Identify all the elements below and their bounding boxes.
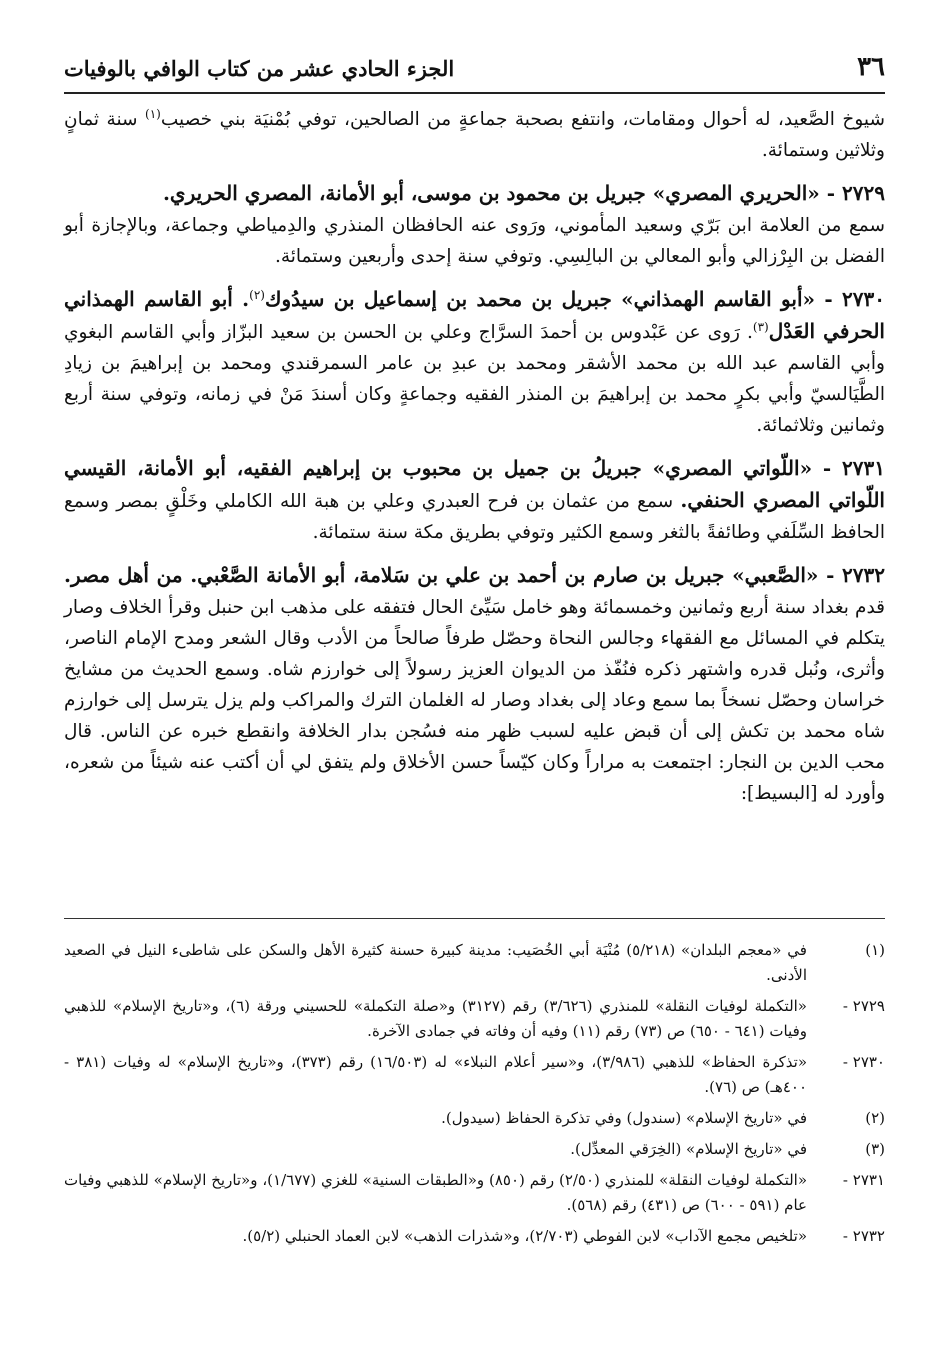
footnote-text: في «معجم البلدان» (٥/٢١٨) مُنْيَة أبي الخُصَيب: مدينة كبيرة حسنة كثيرة الأهل والسكن على شاطىء النيل في الصعيد الأدنى. — [64, 941, 807, 984]
entry-body: قدم بغداد سنة أربع وثمانين وخمسمائة وهو خامل سَيِّئ الحال فتفقه على مذهب ابن حنبل وقرأ الخلاف وصار يتكلم في المسائل مع الفقهاء وجالس النحاة وحصّل طرفاً صالحاً من الأدب وقال الشعر ومدح الإمام الناصر، وأثرى، ونُبل قدره واشتهر ذكره فنُفّذ من الديوان العزيز رسولاً إلى خوارزم شاه. وسمع الحديث من مشايخ خراسان وحصّل نسخاً بما سمع وعاد إلى بغداد وصار له الغلمان الترك والمراكب ولم يزل يترسل إلى خوارزم شاه محمد بن تكش إلى أن قبض عليه لسبب ظهر منه فسُجن بدار الخلافة وانقطع خبره عن الناس. قال محب الدين بن النجار: اجتمعت به مراراً وكان كيّساً حسن الأخلاق ولم يتفق لي أن أكتب عنه شيئاً من شعره، وأورد له [البسيط]: — [64, 597, 885, 804]
footnote — [64, 1106, 885, 1131]
footnote-text: «تذكرة الحفاظ» للذهبي (٣/٩٨٦)، و«سير أعلام النبلاء» له (١٦/٥٠٣) رقم (٣٧٣)، و«تاريخ الإسلام» له وفيات (٣٨١ - ٤٠٠هـ) ص (٧٦). — [64, 1053, 807, 1096]
entry-heading: ٢٧٣٠ - «أبو القاسم الهمذاني» جبريل بن محمد بن إسماعيل بن سيدُوك — [264, 287, 885, 311]
entry-heading: ٢٧٣١ - «اللّواتي المصري» جبريلُ بن جميل بن محبوب بن إبراهيم الفقيه، أبو الأمانة، القيسي اللّواتي المصري الحنفي. — [64, 456, 885, 512]
footnote-text: في «تاريخ الإسلام» (الخِرَقي المعدِّل). — [570, 1140, 807, 1158]
text-line: سنة ثمانٍ وثلاثين وستمائة. — [64, 109, 885, 161]
footnote-mark: ٢٧٣٠ - — [842, 1053, 885, 1071]
footnote-ref: (٢) — [249, 287, 265, 302]
footnote-separator — [64, 918, 885, 919]
text-line: خصيب — [160, 109, 213, 130]
entry-2729 — [64, 178, 885, 272]
footnote — [64, 1050, 885, 1100]
footnote-mark: (٢) — [865, 1109, 885, 1127]
running-title: الجزء الحادي عشر من كتاب الوافي بالوفيات — [64, 56, 455, 81]
entry-heading: ٢٧٢٩ - «الحريري المصري» جبريل بن محمود بن موسى، أبو الأمانة، المصري الحريري. — [162, 181, 885, 205]
entry-body: سمع من العلامة ابن بَرّي وسعيد المأموني، ورَوى عنه الحافظان المنذري والدِمياطي وجماعة، وبالإجازة أبو الفضل بن البِرْزالي وأبو المعالي بن البالِسِي. وتوفي سنة إحدى وأربعين وستمائة. — [64, 215, 885, 267]
entry-heading: ٢٧٣٢ - «الصَّعبي» جبريل بن صارم بن أحمد بن علي بن سَلامة، أبو الأمانة الصَّعْبي. من أهل مصر. — [64, 563, 885, 587]
footnote-mark: (١) — [865, 941, 885, 959]
footnote-mark: ٢٧٣٢ - — [842, 1227, 885, 1245]
continued-paragraph — [64, 104, 885, 166]
footnote — [64, 1137, 885, 1162]
entry-body: سمع من عثمان بن فرح العبدري وعلي بن هبة الله الكاملي وخَلْقٍ بمصر وسمع الحافظ السِّلَفي وطائفةً بالثغر وسمع الكثير وتوفي بطريق مكة سنة ستمائة. — [64, 491, 885, 543]
footnote-mark: (٣) — [865, 1140, 885, 1158]
footnote — [64, 1168, 885, 1218]
text-line: شيوخ الصَّعيد، له أحوال ومقامات، وانتفع بصحبة جماعةٍ من الصالحين، توفي بُمْنيَة بني — [219, 109, 885, 130]
footnote-ref: (١) — [145, 106, 161, 121]
entry-2730 — [64, 284, 885, 441]
footnote-ref: (٣) — [752, 319, 769, 334]
footnote — [64, 994, 885, 1044]
footnote — [64, 1224, 885, 1249]
footnote — [64, 938, 885, 988]
footnote-text: «التكملة لوفيات النقلة» للمنذري (٣/٦٢٦) رقم (٣١٢٧) و«صلة التكملة» للحسيني ورقة (٦)، و«تاريخ الإسلام» للذهبي وفيات (٦٤١ - ٦٥٠) ص (٧٣) رقم (١١) وفيه أن وفاته في جمادى الآخرة. — [64, 997, 807, 1040]
footnote-text: في «تاريخ الإسلام» (سندول) وفي تذكرة الحفاظ (سيدول). — [441, 1109, 807, 1127]
footnote-text: «التكملة لوفيات النقلة» للمنذري (٢/٥٠) رقم (٨٥٠) و«الطبقات السنية» للغزي (١/٦٧٧)، و«تاريخ الإسلام» للذهبي وفيات عام (٥٩١ - ٦٠٠) ص (٤٣١) رقم (٥٦٨). — [64, 1171, 808, 1214]
entry-2732 — [64, 560, 885, 809]
footnote-mark: ٢٧٣١ - — [842, 1171, 885, 1189]
entry-body: . رَوى عن عَبْدوس بن أحمدَ السرَّاج وعلي بن الحسن بن سعيد البزّاز وأبي القاسم البغوي وأبي القاسم عبد الله بن محمد الأشقر ومحمد بن عبدِ بن عامر السمرقندي ومحمد بن إبراهيمَ بن زيادِ الطَّيَالسيّ وأبي بكرٍ محمد بن إبراهيمَ بن المنذر الفقيه وجماعةٍ وكان أسندَ مَنْ في زمانه، وتوفي سنة أربع وثمانين وثلاثمائة. — [64, 322, 885, 436]
footnotes — [64, 938, 885, 1255]
main-text — [64, 104, 885, 821]
footnote-text: «تلخيص مجمع الآداب» لابن الفوطي (٢/٧٠٣)، و«شذرات الذهب» لابن العماد الحنبلي (٥/٢). — [242, 1227, 807, 1245]
footnote-mark: ٢٧٢٩ - — [842, 997, 885, 1015]
page-header — [64, 40, 885, 94]
entry-2731 — [64, 453, 885, 548]
entry-heading-cont: . أبو القاسم الهمذاني الحرفي العَدْل — [64, 287, 885, 343]
page-number: ٣٦ — [857, 52, 885, 82]
